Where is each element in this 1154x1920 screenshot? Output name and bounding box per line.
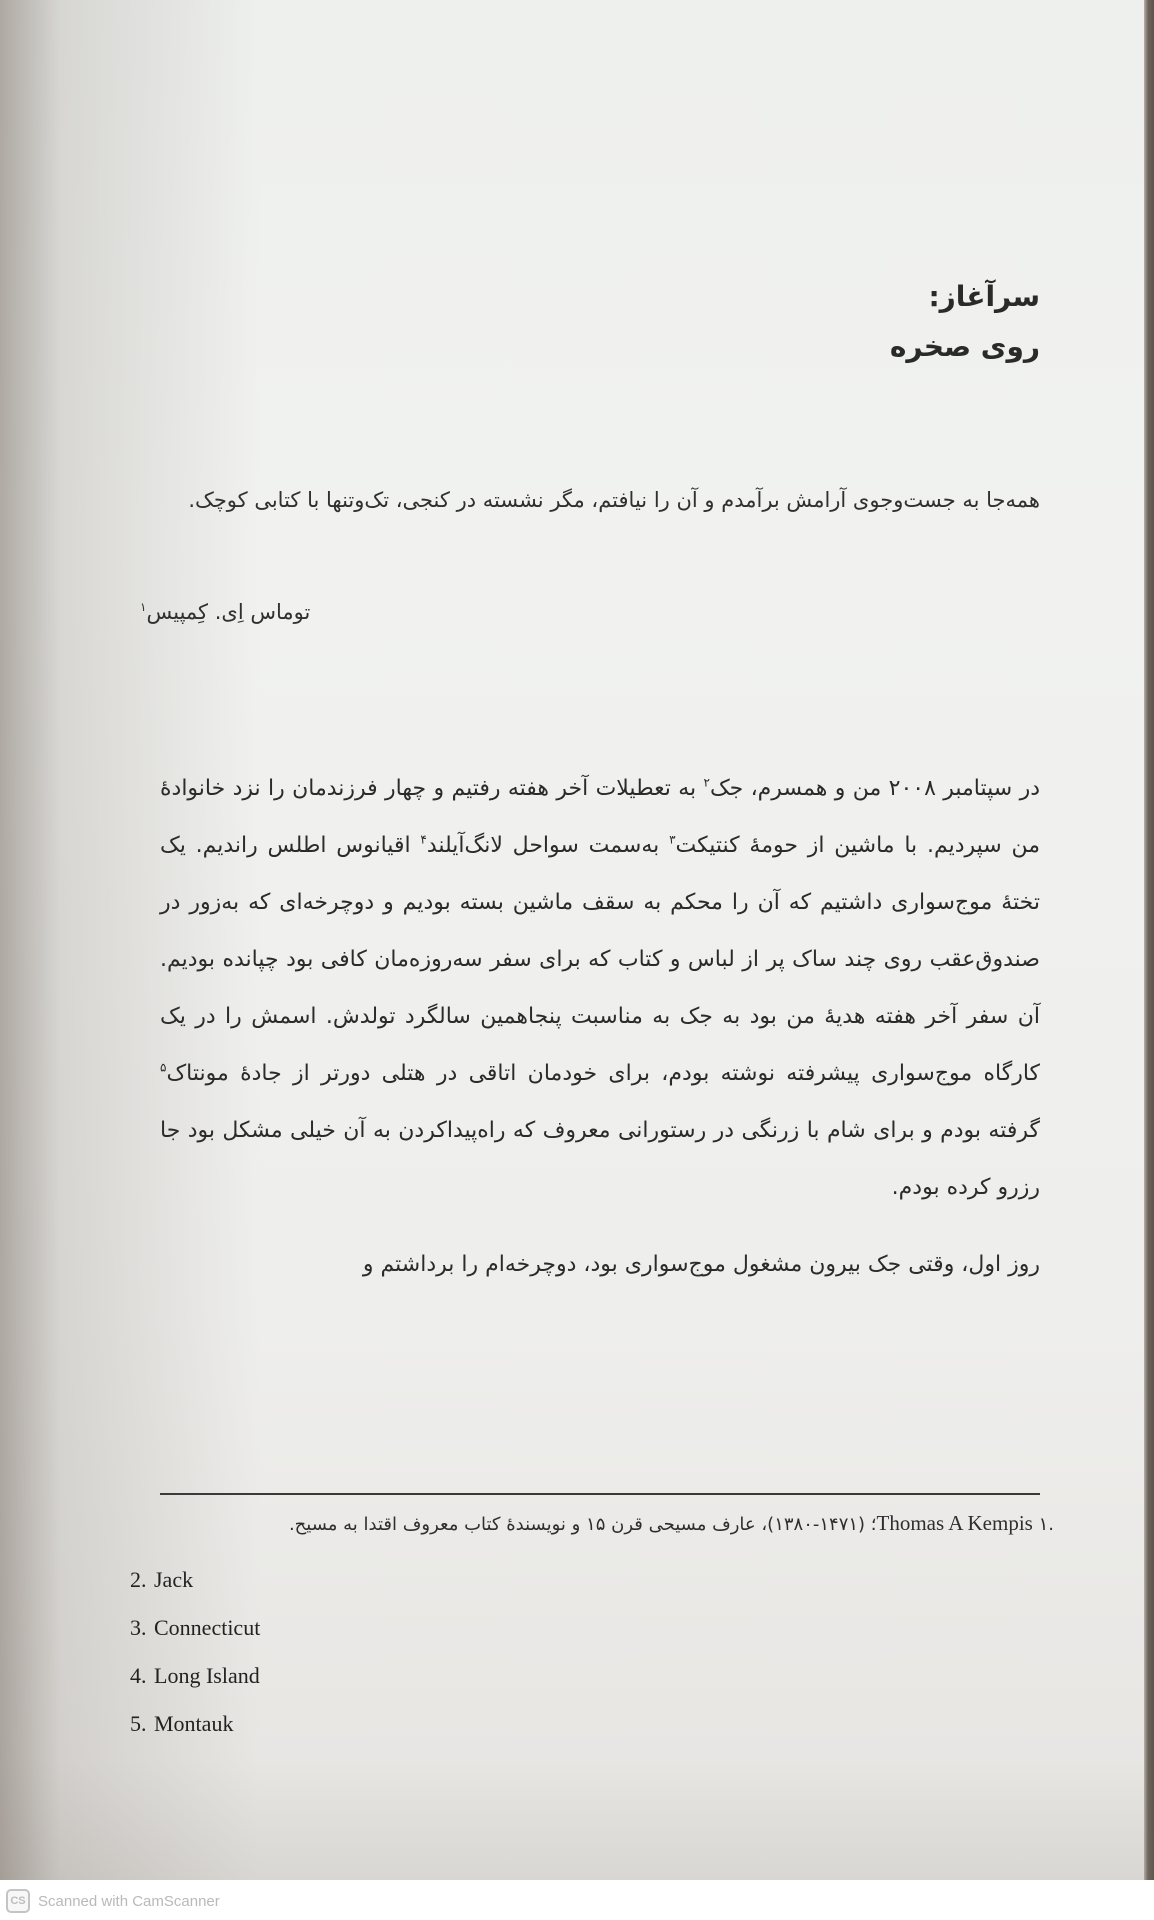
footnote-1-persian: ؛ (۱۴۷۱-۱۳۸۰)، عارف مسیحی قرن ۱۵ و نویسندهٔ کتاب معروف اقتدا به مسیح. xyxy=(288,1514,877,1535)
camscanner-logo-icon: CS xyxy=(6,1889,30,1913)
chapter-heading-line2: روی صخره xyxy=(889,330,1040,363)
footnote-1 xyxy=(130,1508,1054,1540)
epigraph-quote: همه‌جا به جست‌وجوی آرامش برآمدم و آن را نیافتم، مگر نشسته در کنجی، تک‌وتنها با کتابی کوچک. xyxy=(188,488,1040,512)
footnote-marker: ۳ xyxy=(669,832,676,847)
body-text xyxy=(160,760,1040,1293)
footnote-3: 3. Connecticut xyxy=(130,1615,261,1640)
footnote-marker: ۴ xyxy=(420,832,427,847)
book-spine-edge xyxy=(1144,0,1154,1880)
text-segment: به تعطیلات آخر هفته رفتیم و چهار فرزندمان را نزد خانوادهٔ من سپردیم. با ماشین از حومهٔ کنتیکت xyxy=(160,776,1041,858)
watermark-text: Scanned with CamScanner xyxy=(38,1892,220,1910)
footnote-1-number: .۱ xyxy=(1038,1514,1054,1535)
chapter-heading-line1: سرآغاز: xyxy=(928,280,1040,313)
footnote-marker: ۲ xyxy=(703,775,710,790)
footnote-divider xyxy=(160,1493,1040,1495)
camscanner-watermark xyxy=(6,1888,220,1914)
text-segment: در سپتامبر ۲۰۰۸ من و همسرم، جک xyxy=(709,776,1040,801)
text-segment: اقیانوس اطلس راندیم. یک تختهٔ موج‌سواری داشتیم که آن را محکم به سقف ماشین بسته بودیم و دوچرخه‌ای که به‌زور در صندوق‌عقب روی چند ساک پر از لباس و کتاب که برای سفر سه‌روزه‌مان کافی بود چپانده بودیم. آن سفر آخر هفته هدیهٔ من بود به جک به مناسبت پنجاهمین سالگرد تولدش. اسمش را در یک کارگاه موج‌سواری پیشرفته نوشته بودم، برای خودمان اتاقی در هتلی دورتر از جادهٔ مونتاک xyxy=(160,833,1040,1086)
text-segment: گرفته بودم و برای شام با زرنگی در رستورانی معروف که راه‌پیداکردن به آن خیلی مشکل بود جا رزرو کرده بودم. xyxy=(160,1118,1040,1200)
attribution-name: توماس اِی. کِمپیس xyxy=(146,600,311,624)
paragraph-1 xyxy=(160,760,1040,1216)
chapter-heading xyxy=(890,272,1040,372)
page-shadow xyxy=(0,1760,1154,1880)
footnote-2: 2. Jack xyxy=(130,1567,194,1592)
epigraph-attribution xyxy=(140,590,310,634)
footnotes xyxy=(130,1508,1054,1748)
footnote-4: 4. Long Island xyxy=(130,1663,260,1688)
footnote-1-latin: Thomas A Kempis xyxy=(876,1511,1033,1535)
footnote-list xyxy=(130,1556,1054,1748)
paragraph-2: روز اول، وقتی جک بیرون مشغول موج‌سواری بود، دوچرخه‌ام را برداشتم و xyxy=(362,1252,1040,1277)
footnote-5: 5. Montauk xyxy=(130,1711,234,1736)
footnote-marker: ۱ xyxy=(140,600,147,614)
text-segment: به‌سمت سواحل لانگ‌آیلند xyxy=(426,833,670,858)
footnote-marker: ۵ xyxy=(160,1060,167,1075)
